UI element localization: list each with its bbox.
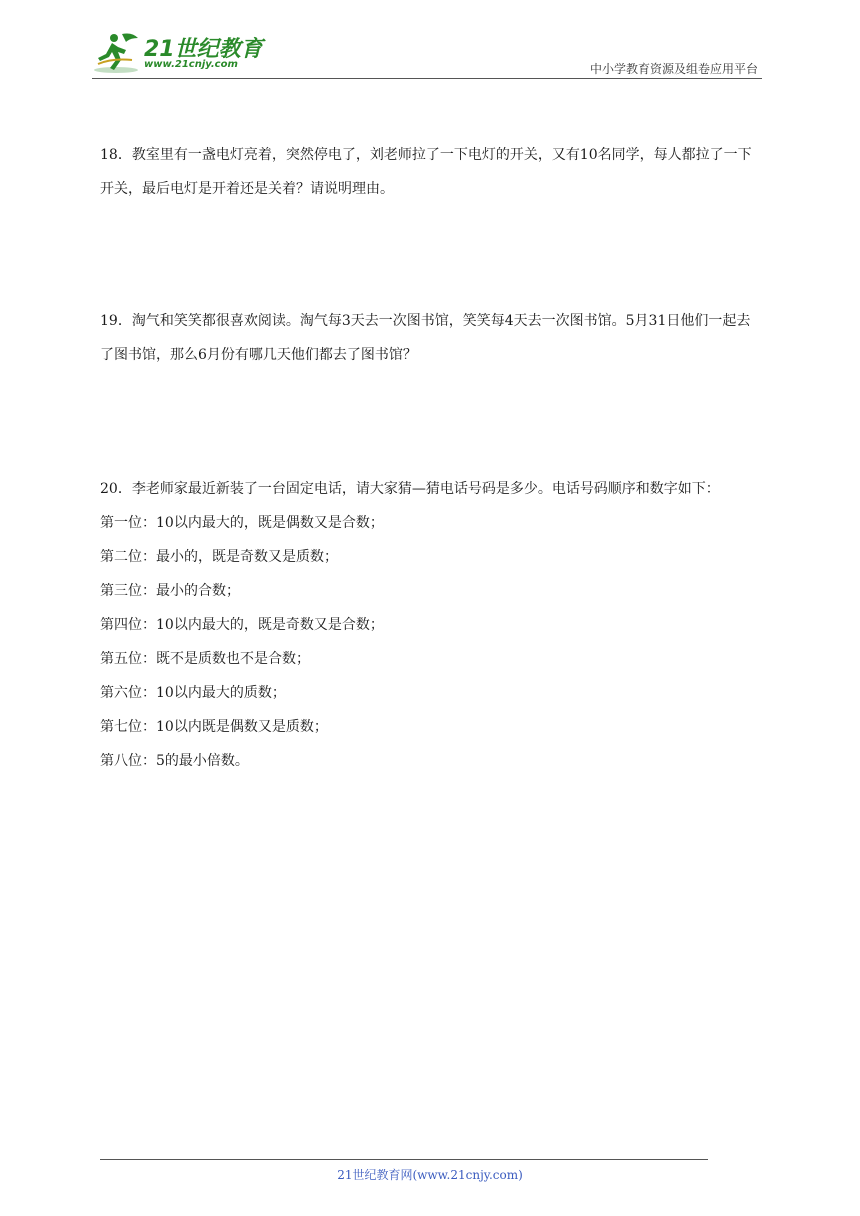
runner-logo-icon	[92, 30, 144, 76]
question-18-text: 18．教室里有一盏电灯亮着，突然停电了，刘老师拉了一下电灯的开关，又有10名同学，每人都拉了一下开关，最后电灯是开着还是关着？请说明理由。	[100, 147, 752, 197]
site-logo[interactable]	[92, 30, 262, 76]
header-divider	[92, 78, 762, 79]
digit-clue: 第二位：最小的，既是奇数又是质数；	[100, 549, 338, 565]
digit-clue: 第六位：10以内最大的质数；	[100, 685, 286, 701]
digit-clue: 第五位：既不是质数也不是合数；	[100, 651, 310, 667]
digit-clue: 第八位：5的最小倍数。	[100, 753, 249, 769]
footer-divider	[100, 1159, 708, 1160]
page-header	[92, 28, 762, 80]
digit-clue: 第七位：10以内既是偶数又是质数；	[100, 719, 328, 735]
logo-text: 21世纪教育	[144, 37, 263, 62]
question-20	[100, 472, 764, 778]
digit-clue: 第四位：10以内最大的，既是奇数又是合数；	[100, 617, 384, 633]
logo-url: www.21cnjy.com	[144, 59, 238, 70]
platform-name: 中小学教育资源及组卷应用平台	[589, 62, 758, 76]
question-19	[100, 304, 764, 372]
digit-clue: 第一位：10以内最大的，既是偶数又是合数；	[100, 515, 384, 531]
digit-clue: 第三位：最小的合数；	[100, 583, 240, 599]
question-19-text: 19．淘气和笑笑都很喜欢阅读。淘气每3天去一次图书馆，笑笑每4天去一次图书馆。5月31日他们一起去了图书馆，那么6月份有哪几天他们都去了图书馆？	[100, 313, 751, 363]
question-18	[100, 138, 764, 206]
footer-link[interactable]: 21世纪教育网(www.21cnjy.com)	[337, 1168, 523, 1182]
question-20-intro: 20．李老师家最近新装了一台固定电话，请大家猜—猜电话号码是多少。电话号码顺序和数字如下：	[100, 481, 720, 497]
